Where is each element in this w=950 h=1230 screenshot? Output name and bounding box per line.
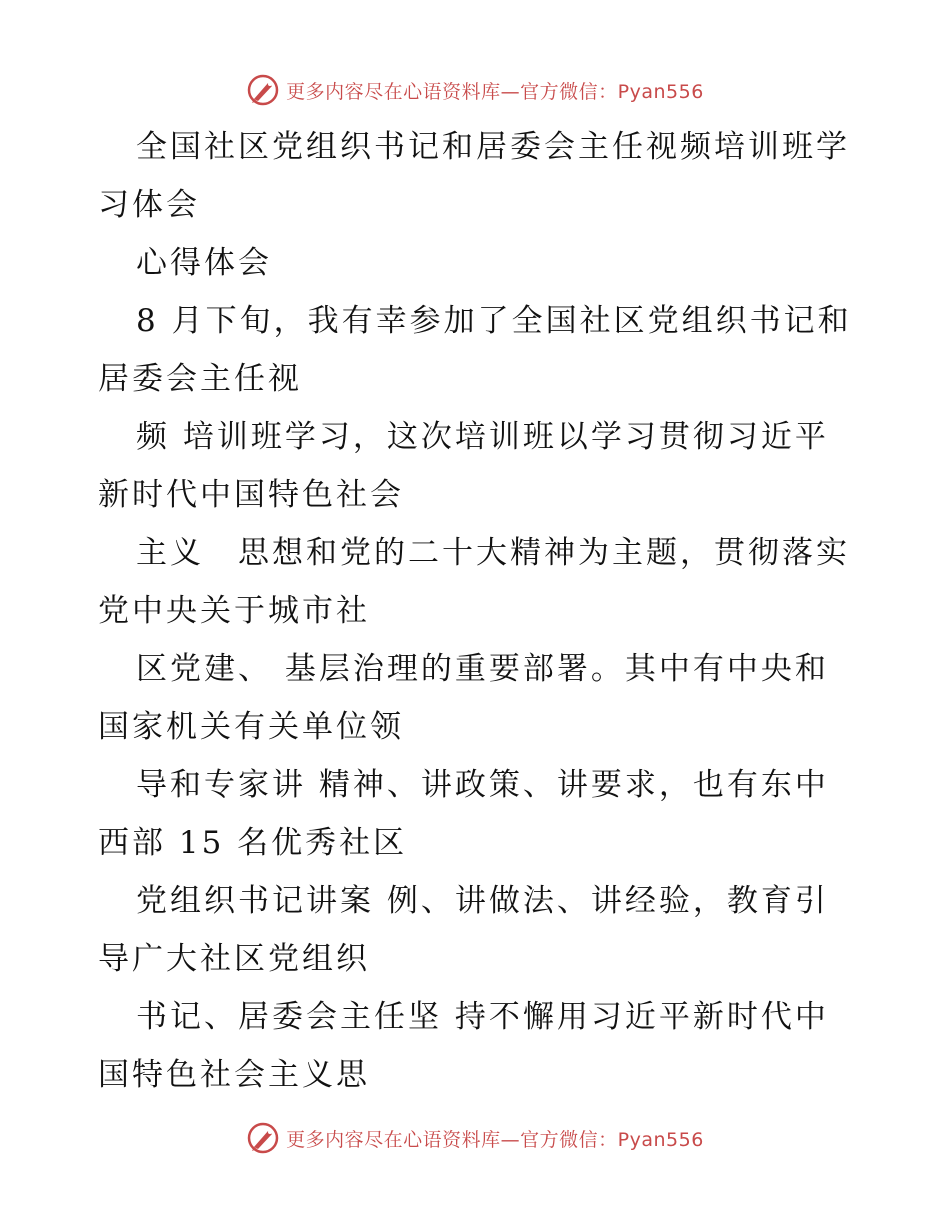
header-banner [0,70,950,110]
footer-banner-text: 更多内容尽在心语资料库—官方微信：Pyan556 [286,1128,704,1151]
paragraph: 导和专家讲 精神、讲政策、讲要求，也有东中西部 15 名优秀社区 [98,767,829,861]
document-body [98,118,858,1104]
paragraph: 书记、居委会主任坚 持不懈用习近平新时代中国特色社会主义思 [98,999,829,1093]
paragraph: 频 培训班学习，这次培训班以学习贯彻习近平新时代中国特色社会 [98,419,829,513]
paragraph: 党组织书记讲案 例、讲做法、讲经验，教育引导广大社区党组织 [98,883,829,977]
pen-logo-icon [246,73,280,107]
document-title: 全国社区党组织书记和居委会主任视频培训班学习体会 [98,129,850,223]
footer-banner [0,1118,950,1158]
paragraph: 主义 思想和党的二十大精神为主题，贯彻落实党中央关于城市社 [98,535,850,629]
paragraph: 8 月下旬，我有幸参加了全国社区党组织书记和居委会主任视 [98,303,852,397]
document-subtitle: 心得体会 [136,245,272,281]
pen-logo-icon [246,1121,280,1155]
paragraph: 区党建、 基层治理的重要部署。其中有中央和国家机关有关单位领 [98,651,829,745]
header-banner-text: 更多内容尽在心语资料库—官方微信：Pyan556 [286,80,704,103]
